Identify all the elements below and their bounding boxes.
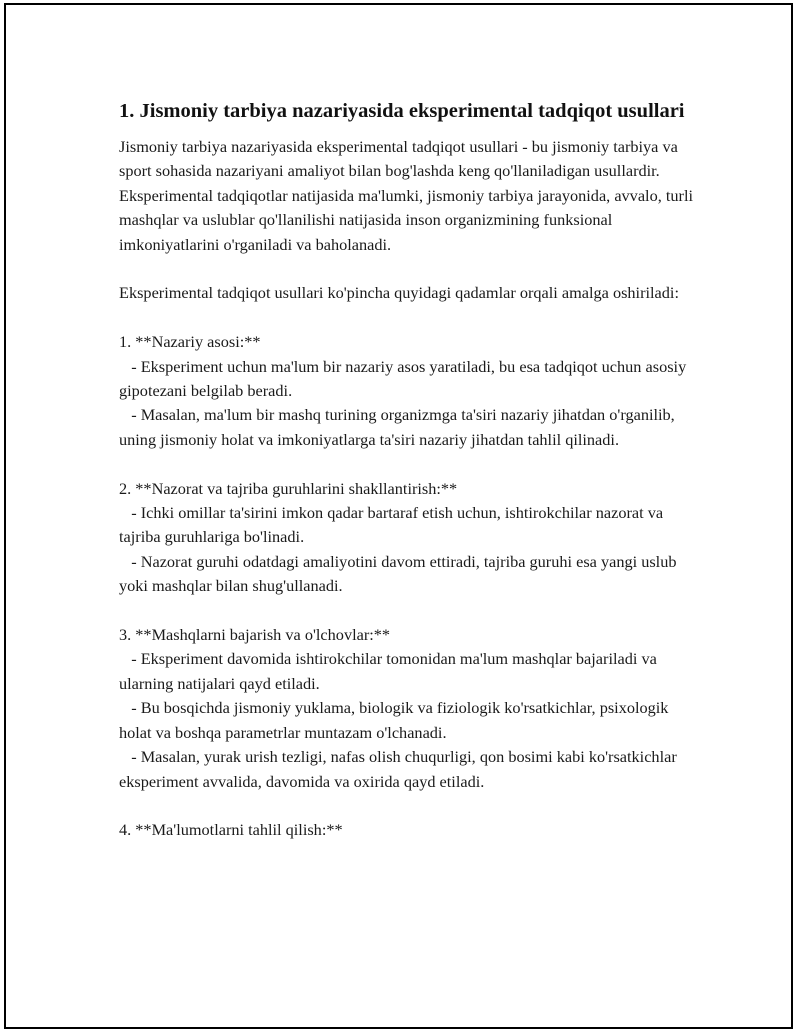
step-item: - Ichki omillar ta'sirini imkon qadar bartaraf etish uchun, ishtirokchilar nazorat va tajriba guruhlariga bo'linadi.: [119, 503, 668, 547]
step-item: - Masalan, yurak urish tezligi, nafas olish chuqurligi, qon bosimi kabi ko'rsatkichlar eksperiment avvalida, davomida va oxirida qayd etiladi.: [119, 747, 681, 791]
step-item: - Eksperiment uchun ma'lum bir nazariy asos yaratiladi, bu esa tadqiqot uchun asosiy gipotezani belgilab beradi.: [119, 356, 691, 401]
step-2: [119, 477, 694, 599]
document-page: [4, 3, 793, 1029]
step-item: - Eksperiment davomida ishtirokchilar tomonidan ma'lum mashqlar bajariladi va ularning natijalari qayd etiladi.: [119, 649, 661, 693]
step-heading: 3. **Mashqlarni bajarish va o'lchovlar:**: [119, 625, 391, 645]
paragraph-spacer: [119, 599, 694, 623]
paragraph-spacer: [119, 452, 694, 476]
paragraph-spacer: [119, 306, 694, 330]
step-3: [119, 623, 694, 794]
document-body: [119, 97, 694, 843]
lead-paragraph: Eksperimental tadqiqot usullari ko'pincha quyidagi qadamlar orqali amalga oshiriladi:: [119, 283, 679, 303]
step-item: - Bu bosqichda jismoniy yuklama, biologik va fiziologik ko'rsatkichlar, psixologik holat va boshqa parametrlar muntazam o'lchanadi.: [119, 698, 673, 742]
section-title: 1. Jismoniy tarbiya nazariyasida eksperimental tadqiqot usullari: [119, 100, 685, 122]
step-heading: 1. **Nazariy asosi:**: [119, 332, 261, 352]
step-1: [119, 330, 694, 452]
step-heading: 4. **Ma'lumotlarni tahlil qilish:**: [119, 820, 343, 840]
step-4: [119, 818, 694, 842]
step-heading: 2. **Nazorat va tajriba guruhlarini shakllantirish:**: [119, 478, 458, 498]
step-item: - Nazorat guruhi odatdagi amaliyotini davom ettiradi, tajriba guruhi esa yangi uslub yoki mashqlar bilan shug'ullanadi.: [119, 551, 681, 596]
paragraph-spacer: [119, 257, 694, 281]
paragraph-spacer: [119, 794, 694, 818]
intro-paragraph: Jismoniy tarbiya nazariyasida eksperimental tadqiqot usullari - bu jismoniy tarbiya va sport sohasida nazariyani amaliyot bilan bog'lashda keng qo'llaniladigan usullardir. Eksperimental tadqiqotlar natijasida ma'lumki, jismoniy tarbiya jarayonida, avvalo, turli mashqlar va uslublar qo'llanilishi natijasida inson organizmining funksional imkoniyatlarini o'rganiladi va baholanadi.: [119, 137, 693, 254]
step-item: - Masalan, ma'lum bir mashq turining organizmga ta'siri nazariy jihatdan o'rganilib, uning jismoniy holat va imkoniyatlarga ta'siri nazariy jihatdan tahlil qilinadi.: [119, 405, 679, 449]
